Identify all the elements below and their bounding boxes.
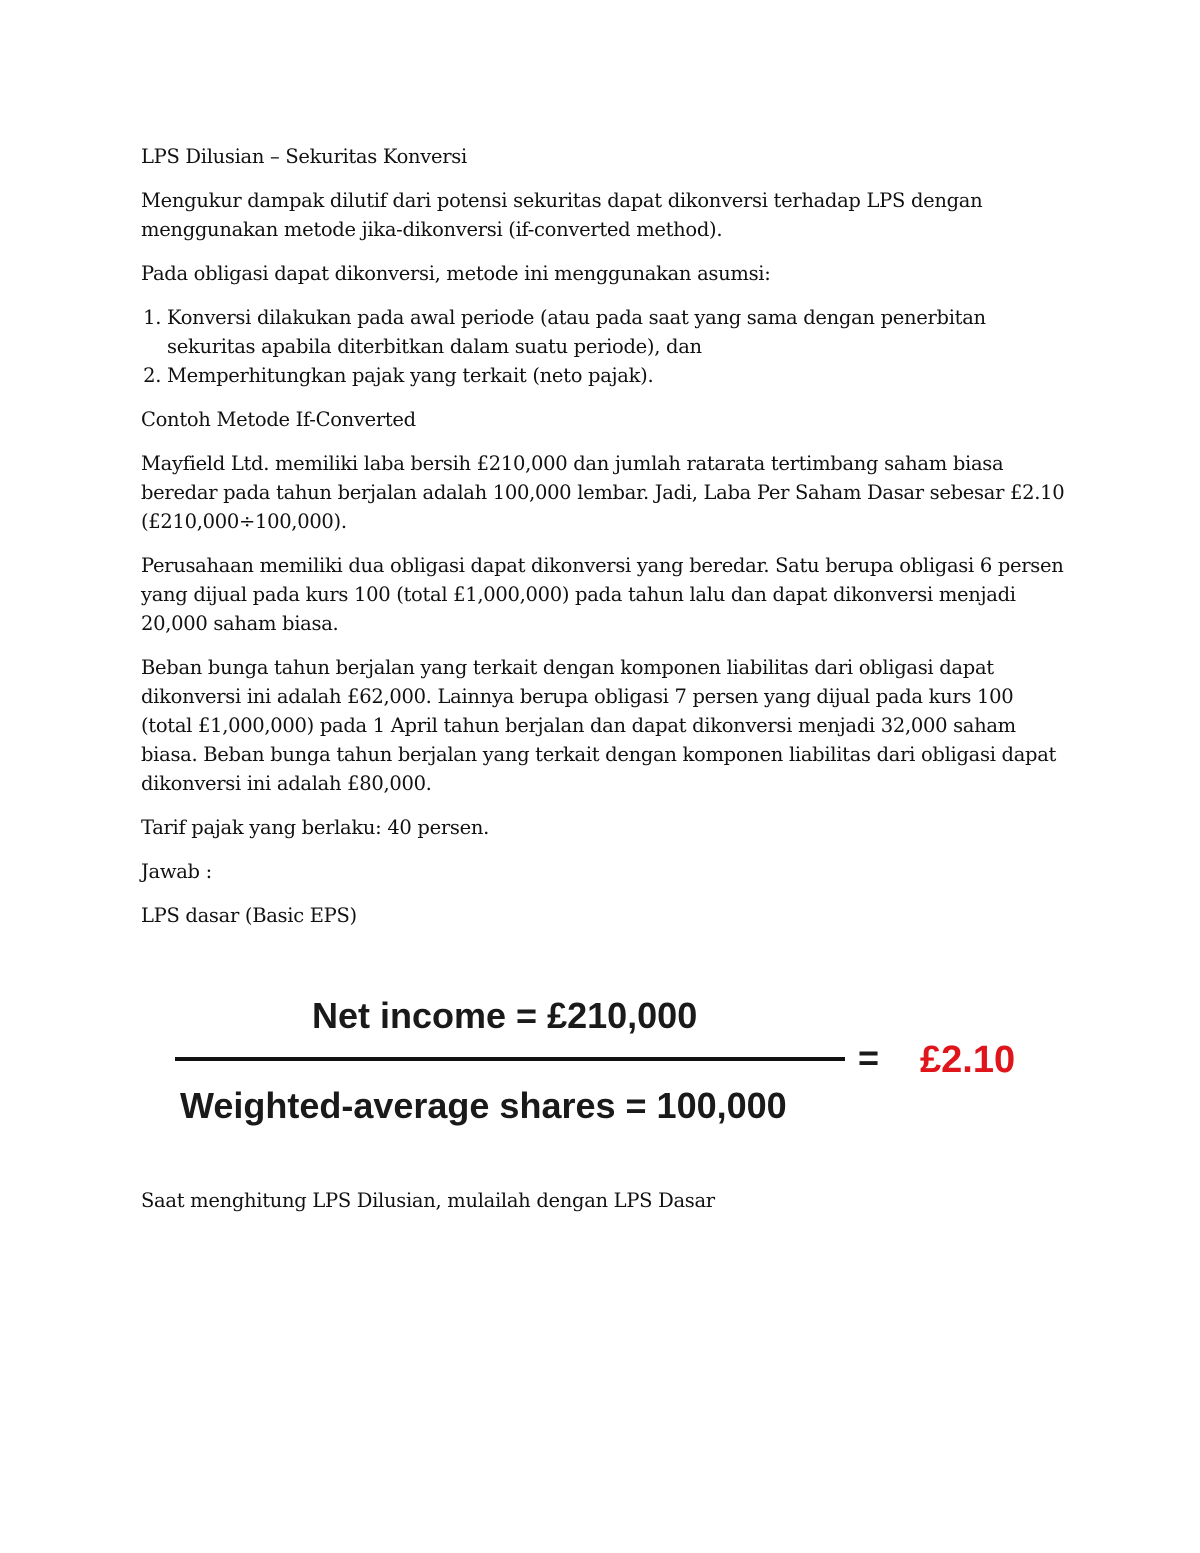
example-heading: Contoh Metode If-Converted [141, 408, 416, 431]
document-title: LPS Dilusian – Sekuritas Konversi [141, 145, 467, 168]
mayfield-paragraph: Mayfield Ltd. memiliki laba bersih £210,000 dan jumlah ratarata tertimbang saham biasa beredar pada tahun berjalan adalah 100,000 lembar. Jadi, Laba Per Saham Dasar sebesar £2.10 (£210,000÷100,000). [141, 452, 1065, 533]
formula-numerator: Net income = £210,000 [312, 995, 698, 1036]
formula-result: £2.10 [920, 1039, 1016, 1081]
interest-paragraph: Beban bunga tahun berjalan yang terkait dengan komponen liabilitas dari obligasi dapat dikonversi ini adalah £62,000. Lainnya berupa obligasi 7 persen yang dijual pada kurs 100 (total £1,000,000) pada 1 April tahun berjalan dan dapat dikonversi menjadi 32,000 saham biasa. Beban bunga tahun berjalan yang terkait dengan komponen liabilitas dari obligasi dapat dikonversi ini adalah £80,000. [141, 656, 1057, 795]
intro-paragraph: Mengukur dampak dilutif dari potensi sekuritas dapat dikonversi terhadap LPS dengan menggunakan metode jika-dikonversi (if-converted method). [141, 189, 983, 241]
formula-equals-sign: = [858, 1037, 880, 1078]
tax-rate-paragraph: Tarif pajak yang berlaku: 40 persen. [141, 816, 489, 839]
assumption-list [141, 303, 1066, 390]
fraction-bar [175, 1057, 845, 1061]
document-body [141, 142, 1066, 945]
assumption-item: 1. Konversi dilakukan pada awal periode (atau pada saat yang sama dengan penerbitan sekuritas apabila diterbitkan dalam suatu periode), dan [167, 303, 1066, 361]
assumption-lead: Pada obligasi dapat dikonversi, metode ini menggunakan asumsi: [141, 262, 771, 285]
basic-eps-formula [170, 990, 1050, 1140]
formula-denominator: Weighted-average shares = 100,000 [180, 1085, 787, 1126]
assumption-item: 2. Memperhitungkan pajak yang terkait (neto pajak). [167, 361, 1066, 390]
answer-label: Jawab : [141, 860, 212, 883]
closing-paragraph: Saat menghitung LPS Dilusian, mulailah dengan LPS Dasar [141, 1189, 715, 1212]
basic-eps-label: LPS dasar (Basic EPS) [141, 904, 357, 927]
bonds-paragraph: Perusahaan memiliki dua obligasi dapat dikonversi yang beredar. Satu berupa obligasi 6 persen yang dijual pada kurs 100 (total £1,000,000) pada tahun lalu dan dapat dikonversi menjadi 20,000 saham biasa. [141, 554, 1064, 635]
